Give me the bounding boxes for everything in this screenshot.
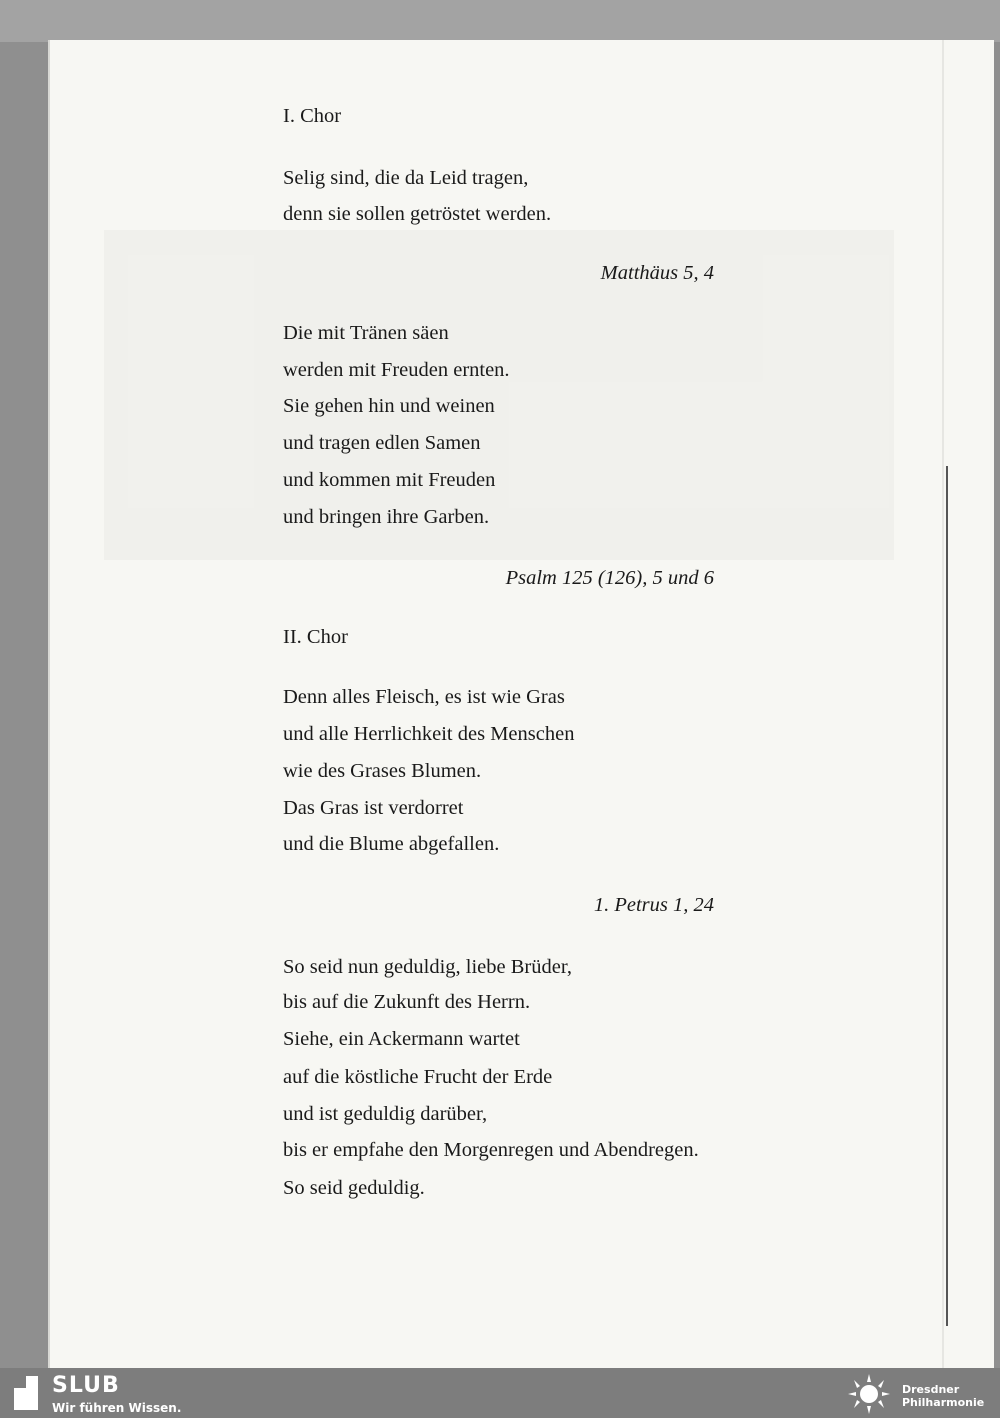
slub-tagline: Wir führen Wissen.: [52, 1401, 182, 1415]
verse-line: wie des Grases Blumen.: [283, 760, 482, 782]
verse-line: Siehe, ein Ackermann wartet: [283, 1028, 520, 1050]
spine-line: [946, 466, 948, 1326]
verse-line: Die mit Tränen säen: [283, 322, 449, 344]
partner-name-line2: Philharmonie: [902, 1396, 985, 1409]
scripture-reference: Psalm 125 (126), 5 und 6: [505, 567, 714, 589]
verse-line: So seid nun geduldig, liebe Brüder,: [283, 956, 572, 978]
verse-line: werden mit Freuden ernten.: [283, 359, 510, 381]
verse-line: Selig sind, die da Leid tragen,: [283, 167, 529, 189]
scripture-reference: Matthäus 5, 4: [600, 262, 714, 284]
verse-line: bis auf die Zukunft des Herrn.: [283, 991, 531, 1013]
scan-background: [0, 0, 1000, 42]
page-fold: [942, 40, 944, 1368]
show-through-shadow: [104, 230, 894, 560]
verse-line: und die Blume abgefallen.: [283, 833, 500, 855]
verse-line: und bringen ihre Garben.: [283, 506, 490, 528]
verse-line: und alle Herrlichkeit des Menschen: [283, 723, 575, 745]
scripture-reference: 1. Petrus 1, 24: [593, 894, 714, 916]
verse-line: Das Gras ist verdorret: [283, 797, 464, 819]
chor-heading-2: II. Chor: [283, 626, 348, 648]
verse-line: bis er empfahe den Morgenregen und Abendregen.: [283, 1139, 699, 1161]
verse-line: und kommen mit Freuden: [283, 469, 496, 491]
page-edge: [48, 40, 50, 1368]
verse-line: denn sie sollen getröstet werden.: [283, 203, 552, 225]
philharmonie-logo-icon[interactable]: [842, 1372, 896, 1416]
verse-line: auf die köstliche Frucht der Erde: [283, 1066, 553, 1088]
verse-line: und ist geduldig darüber,: [283, 1103, 488, 1125]
slub-logo-icon[interactable]: [14, 1376, 38, 1410]
verse-line: Sie gehen hin und weinen: [283, 395, 495, 417]
verse-line: Denn alles Fleisch, es ist wie Gras: [283, 686, 565, 708]
verse-line: So seid geduldig.: [283, 1177, 425, 1199]
partner-name-line1: Dresdner: [902, 1383, 960, 1396]
slub-name: SLUB: [52, 1373, 120, 1398]
chor-heading-1: I. Chor: [283, 105, 342, 127]
verse-line: und tragen edlen Samen: [283, 432, 481, 454]
